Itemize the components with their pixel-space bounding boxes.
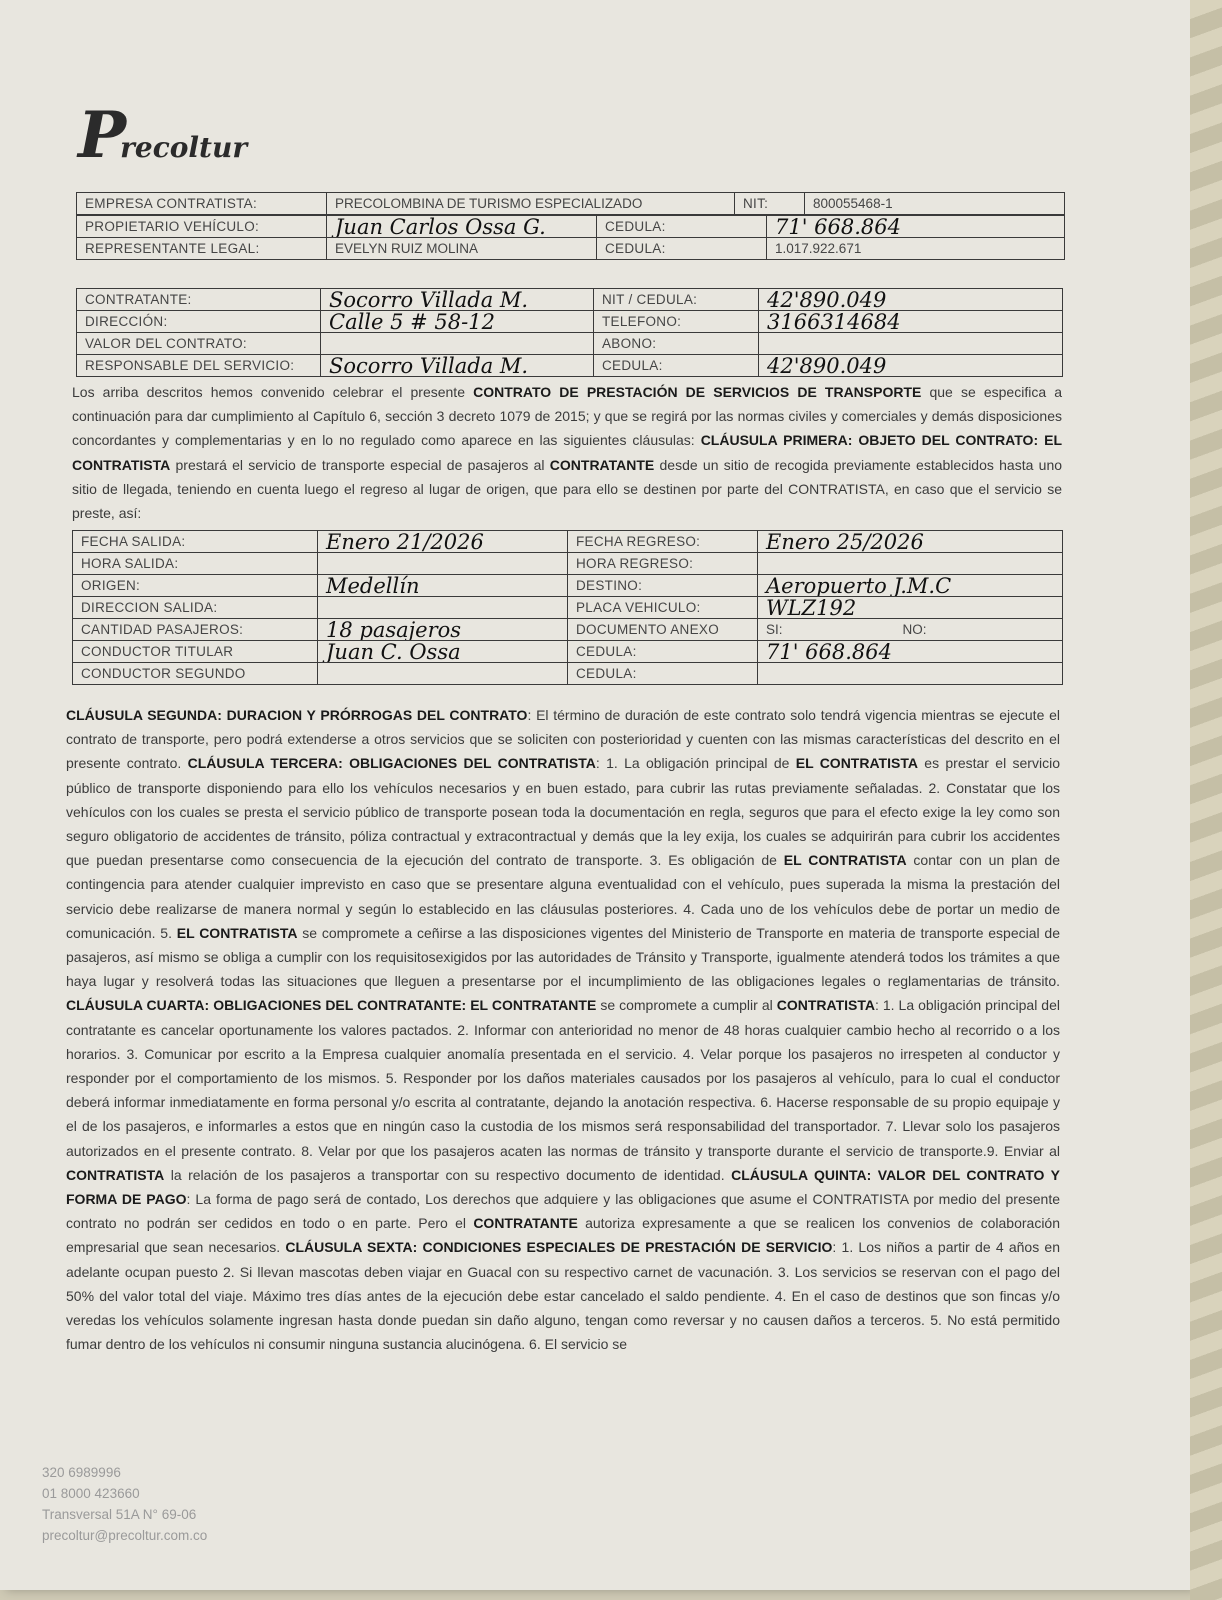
nit-label: NIT: bbox=[735, 193, 805, 215]
footer-phone: 320 6989996 bbox=[42, 1465, 121, 1480]
responsable-cedula: 42'890.049 bbox=[759, 355, 1063, 377]
footer bbox=[42, 1462, 207, 1546]
company-table-2 bbox=[76, 215, 1065, 260]
conductor2-cedula-label: CEDULA: bbox=[568, 663, 758, 685]
conductor2-label: CONDUCTOR SEGUNDO bbox=[73, 663, 318, 685]
nit-cedula-label: NIT / CEDULA: bbox=[594, 289, 759, 311]
empresa-value: PRECOLOMBINA DE TURISMO ESPECIALIZADO bbox=[327, 193, 735, 215]
hora-regreso-label: HORA REGRESO: bbox=[568, 553, 758, 575]
responsable-label: RESPONSABLE DEL SERVICIO: bbox=[77, 355, 321, 377]
representante-label: REPRESENTANTE LEGAL: bbox=[77, 238, 327, 260]
direccion-value: Calle 5 # 58-12 bbox=[321, 311, 594, 333]
no-label: NO: bbox=[902, 622, 927, 637]
si-label: SI: bbox=[766, 622, 783, 637]
direccion-label: DIRECCIÓN: bbox=[77, 311, 321, 333]
trip-table bbox=[72, 530, 1063, 685]
direccion-salida-value bbox=[318, 597, 568, 619]
responsable-cedula-label: CEDULA: bbox=[594, 355, 759, 377]
representante-value: EVELYN RUIZ MOLINA bbox=[327, 238, 597, 260]
fecha-salida-value: Enero 21/2026 bbox=[318, 531, 568, 553]
conductor2-value bbox=[318, 663, 568, 685]
cantidad-value: 18 pasajeros bbox=[318, 619, 568, 641]
origen-value: Medellín bbox=[318, 575, 568, 597]
origen-label: ORIGEN: bbox=[73, 575, 318, 597]
footer-line: 01 8000 423660 bbox=[42, 1486, 140, 1501]
telefono-value: 3166314684 bbox=[759, 311, 1063, 333]
placa-label: PLACA VEHICULO: bbox=[568, 597, 758, 619]
client-table bbox=[76, 288, 1063, 377]
conductor-label: CONDUCTOR TITULAR bbox=[73, 641, 318, 663]
contratante-value: Socorro Villada M. bbox=[321, 289, 594, 311]
abono-value bbox=[759, 333, 1063, 355]
fecha-regreso-label: FECHA REGRESO: bbox=[568, 531, 758, 553]
empresa-label: EMPRESA CONTRATISTA: bbox=[77, 193, 327, 215]
nit-value: 800055468-1 bbox=[805, 193, 1065, 215]
destino-label: DESTINO: bbox=[568, 575, 758, 597]
nit-cedula-value: 42'890.049 bbox=[759, 289, 1063, 311]
conductor-cedula-label: CEDULA: bbox=[568, 641, 758, 663]
hora-salida-label: HORA SALIDA: bbox=[73, 553, 318, 575]
conductor2-cedula bbox=[758, 663, 1063, 685]
responsable-value: Socorro Villada M. bbox=[321, 355, 594, 377]
fecha-salida-label: FECHA SALIDA: bbox=[73, 531, 318, 553]
precoltur-logo: Precoltur bbox=[78, 98, 248, 173]
hora-salida-value bbox=[318, 553, 568, 575]
conductor-cedula: 71' 668.864 bbox=[758, 641, 1063, 663]
representante-cedula-label: CEDULA: bbox=[597, 238, 767, 260]
company-table bbox=[76, 192, 1065, 215]
propietario-cedula-label: CEDULA: bbox=[597, 216, 767, 238]
direccion-salida-label: DIRECCION SALIDA: bbox=[73, 597, 318, 619]
propietario-cedula: 71' 668.864 bbox=[767, 216, 1065, 238]
abono-label: ABONO: bbox=[594, 333, 759, 355]
intro-paragraph: Los arriba descritos hemos convenido celebrar el presente CONTRATO DE PRESTACIÓN DE SERVICIOS DE TRANSPORTE que se especifica a continuación para dar cumplimiento al Capítulo 6, sección 3 decreto 1079 de 2015; y que se regirá por las normas civiles y comerciales y demás disposiciones concordantes y complementarias y en lo no regulado como aparece en las siguientes cláusulas: CLÁUSULA PRIMERA: OBJETO DEL CONTRATO: EL CONTRATISTA prestará el servicio de transporte especial de pasajeros al CONTRATANTE desde un sitio de recogida previamente establecidos hasta uno sitio de llegada, teniendo en cuenta luego el regreso al lugar de origen, que para ello se destinen por parte del CONTRATISTA, en caso que el servicio se preste, así: bbox=[72, 384, 1063, 522]
placa-value: WLZ192 bbox=[758, 597, 1063, 619]
propietario-label: PROPIETARIO VEHÍCULO: bbox=[77, 216, 327, 238]
fecha-regreso-value: Enero 25/2026 bbox=[758, 531, 1063, 553]
destino-value: Aeropuerto J.M.C bbox=[758, 575, 1063, 597]
background-fabric bbox=[1190, 0, 1222, 1600]
contratante-label: CONTRATANTE: bbox=[77, 289, 321, 311]
hora-regreso-value bbox=[758, 553, 1063, 575]
footer-address: Transversal 51A N° 69-06 bbox=[42, 1507, 197, 1522]
telefono-label: TELEFONO: bbox=[594, 311, 759, 333]
documento-label: DOCUMENTO ANEXO bbox=[568, 619, 758, 641]
conductor-value: Juan C. Ossa bbox=[318, 641, 568, 663]
footer-email: precoltur@precoltur.com.co bbox=[42, 1528, 208, 1543]
cantidad-label: CANTIDAD PASAJEROS: bbox=[73, 619, 318, 641]
valor-label: VALOR DEL CONTRATO: bbox=[77, 333, 321, 355]
valor-value bbox=[321, 333, 594, 355]
representante-cedula: 1.017.922.671 bbox=[767, 238, 1065, 260]
clauses-body: CLÁUSULA SEGUNDA: DURACION Y PRÓRROGAS DEL CONTRATO: El término de duración de este contrato solo tendrá vigencia mientras se ejecute el contrato de transporte, pero podrá extenderse a otros servicios que se soliciten con posterioridad y cuenten con las mismas características del descrito en el presente contrato. CLÁUSULA TERCERA: OBLIGACIONES DEL CONTRATISTA: 1. La obligación principal de EL CONTRATISTA es prestar el servicio público de transporte disponiendo para ello los vehículos necesarios y en buen estado, para cubrir las rutas previamente señaladas. 2. Constatar que los vehículos con los cuales se presta el servicio público de transporte posean toda la documentación en regla, seguros que para el efecto exige la ley como son seguro obligatorio de accidentes de tránsito, póliza contractual y extracontractual y demás que la ley exija, los cuales se adquirirán para cubrir los accidentes que puedan presentarse como consecuencia de la ejecución del contrato de transporte. 3. Es obligación de EL CONTRATISTA contar con un plan de contingencia para atender cualquier imprevisto en caso que se presentare alguna eventualidad con el vehículo, pues superada la misma la prestación del servicio debe realizarse de manera normal y según lo establecido en las cláusulas posteriores. 4. Cada uno de los vehículos debe de portar un medio de comunicación. 5. EL CONTRATISTA se compromete a ceñirse a las disposiciones vigentes del Ministerio de Transporte en materia de transporte especial de pasajeros, así mismo se obliga a cumplir con los requisitosexigidos por las autoridades de Tránsito y Transporte, igualmente atenderá todos los trámites a que haya lugar y resolverá todas las situaciones que lleguen a presentarse por el incumplimiento de las obligaciones legales o reglamentarias de tránsito. CLÁUSULA CUARTA: OBLIGACIONES DEL CONTRATANTE: EL CONTRATANTE se compromete a cumplir al CONTRATISTA: 1. La obligación principal del contratante es cancelar oportunamente los valores pactados. 2. Informar con anterioridad no menor de 48 horas cualquier cambio hecho al recorrido o a los horarios. 3. Comunicar por escrito a la Empresa cualquier anomalía presentada en el servicio. 4. Velar porque los pasajeros no irrespeten al conductor y responder por el comportamiento de los mismos. 5. Responder por los daños materiales causados por los pasajeros al vehículo, para lo cual el conductor deberá informar inmediatamente en forma personal y/o escrita al contratante, dejando la anotación respectiva. 6. Hacerse responsable de su propio equipaje y el de los pasajeros, e informarles a estos que en ningún caso la custodia de los mismos será responsabilidad del transportador. 7. Llevar solo los pasajeros autorizados en el presente contrato. 8. Velar por que los pasajeros acaten las normas de tránsito y transporte durante el servicio de transporte.9. Enviar al CONTRATISTA la relación de los pasajeros a transportar con su respectivo documento de identidad. CLÁUSULA QUINTA: VALOR DEL CONTRATO Y FORMA DE PAGO: La forma de pago será de contado, Los derechos que adquiere y las obligaciones que asume el CONTRATISTA por medio del presente contrato no podrán ser cedidos en todo o en parte. Pero el CONTRATANTE autoriza expresamente a que se realicen los convenios de colaboración empresarial que sean necesarios. CLÁUSULA SEXTA: CONDICIONES ESPECIALES DE PRESTACIÓN DE SERVICIO: 1. Los niños a partir de 4 años en adelante ocupan puesto 2. Si llevan mascotas deben viajar en Guacal con su respectivo carnet de vacunación. 3. Los servicios se reservan con el pago del 50% del valor total del viaje. Máximo tres días antes de la ejecución debe estar cancelado el saldo pendiente. 4. En el caso de destinos que son fincas y/o veredas los vehículos solamente ingresan hasta donde puedan sin daño alguno, tengan como reversar y no causen daños a terceros. 5. No está permitido fumar dentro de los vehículos ni consumir ninguna sustancia alucinógena. 6. El servicio se bbox=[66, 707, 1061, 1353]
documento-si-no bbox=[758, 619, 1063, 641]
propietario-value: Juan Carlos Ossa G. bbox=[327, 216, 597, 238]
